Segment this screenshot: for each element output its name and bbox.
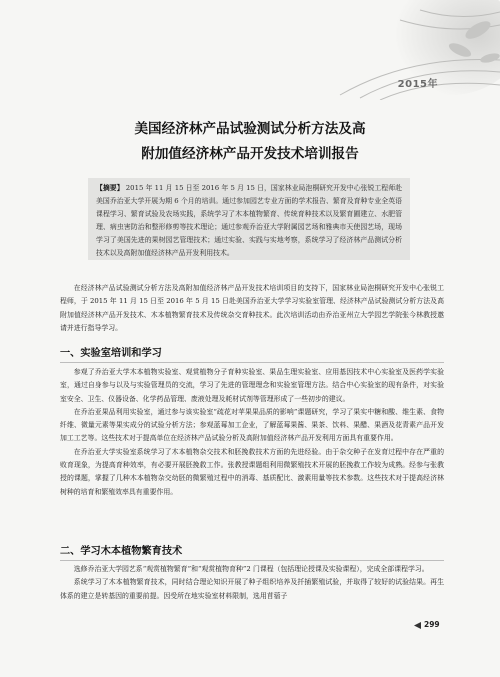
abstract-text: 2015 年 11 月 15 日至 2016 年 5 月 15 日，国家林业局泡桐研究开发中心张锐工程师赴美国乔治亚大学开展为期 6 个月的培训。通过参加园艺专业方面的学术报告、繁育及育种专业全英语课程学习、繁育试验及农场实践，系统学习了木本植物繁育、传统育种技术以及繁育圃建立、水肥管理、病虫害防治和整形修剪等技术理论；通过参观乔治亚大学附属园艺场和雅典市天使园艺场，现场学习了美国先进的果树园艺管理技术；通过实验、实践与实地考察，系统学习了经济林产品测试分析技术以及高附加值经济林产品开发利用技术。	[96, 184, 402, 257]
intro-paragraph: 在经济林产品试验测试分析方法及高附加值经济林产品开发技术培训项目的支持下，国家林业局泡桐研究开发中心张锐工程师，于 2015 年 11 月 15 日至 2016 年 5 月 15 日赴美国乔治亚大学学习实验室管理、经济林产品试验测试分析方法及高附加值经济林产品开发技术、木本植物繁育技术及传统杂交育种技术。此次培训活动由乔治亚州立大学园艺学院张今林教授邀请并进行指导学习。	[60, 284, 444, 332]
section-1-paragraph: 参观了乔治亚大学木本植物实验室、观赏植物分子育种实验室、果品生理实验室、应用基因技术中心实验室及医药学实验室，通过自身参与以及与实验管理员的交流，学习了先进的管理理念和实验室管理方法。结合中心实验室的现有条件，对实验室安全、卫生、仪器设备、化学药品管理、废液处理及耗材试剂等管理形成了一些初步的建议。	[60, 368, 444, 403]
section-1-paragraph: 在乔治亚果品利用实验室，通过参与该实验室“疏花对苹果果品质的影响”课题研究，学习了果实中糖和酸、维生素、食物纤维、微量元素等果实成分的试验分析方法；参观蓝莓加工企业，了解蓝莓果酱、果茶、饮料、果醋、果酒及花青素产品开发加工工艺等。这些技术对于提高单位在经济林产品试验分析及高附加值经济林产品开发利用方面具有重要作用。	[60, 407, 444, 443]
title-line-1: 美国经济林产品试验测试分析方法及高	[134, 121, 366, 137]
section-2-divider	[60, 560, 444, 561]
report-title	[40, 117, 460, 167]
section-2-body	[60, 563, 444, 603]
section-2-paragraph: 选修乔治亚大学园艺系“观赏植物繁育”和“观赏植物育种”2 门课程（包括理论授课及实验课程），完成全部课程学习。	[73, 565, 429, 573]
page-number: 299	[424, 620, 440, 629]
section-1-paragraph: 在乔治亚大学实验室系统学习了木本植物杂交技术和胚挽救技术方面的先进经验。由于杂交种子在发育过程中存在严重的败育现象，为提高育种效率，有必要开展胚挽救工作。张教授课题组利用微繁殖技术开展的胚挽救工作较为成熟。经参与张教授的课题，掌握了几种木本植物杂交幼胚的微繁殖过程中的消毒、基质配比、激素用量等技术参数。这些技术对于提高经济林树种的培育和繁殖效率具有重要作用。	[60, 447, 444, 496]
abstract-tag: 【摘要】	[96, 184, 124, 192]
section-2-heading: 二、学习木本植物繁育技术	[60, 545, 183, 557]
section-1-divider	[60, 362, 444, 363]
intro-block	[60, 282, 444, 335]
section-1-body	[60, 366, 444, 499]
section-1-heading: 一、实验室培训和学习	[60, 347, 162, 359]
title-line-2: 附加值经济林产品开发技术培训报告	[141, 146, 359, 162]
year-label: 2015年	[397, 79, 438, 90]
section-2-paragraph: 系统学习了木本植物繁育技术，同时结合理论知识开展了种子组织培养及扦插繁殖试验，并取得了较好的试验结果。再生体系的建立是转基因的重要前提。因受所在地实验室材料限制，选用苜蓿子	[60, 578, 444, 600]
page-number-marker	[414, 622, 421, 629]
abstract-box	[88, 178, 410, 260]
